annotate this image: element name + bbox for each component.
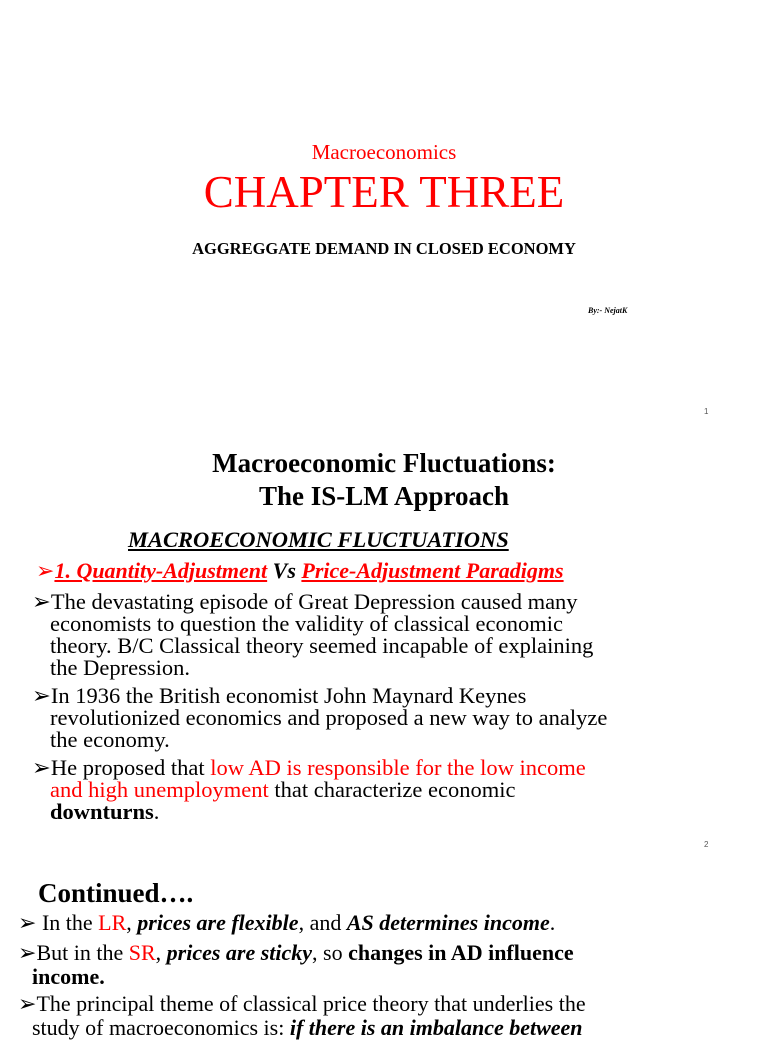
slide-title-line-2: The IS-LM Approach (258, 481, 510, 511)
subject-label: Macroeconomics (311, 140, 457, 164)
highlight-text: LR (98, 910, 127, 935)
bullet-text: the economy. (50, 727, 170, 752)
bullet-text: that characterize economic (268, 777, 516, 802)
bold-text: income. (32, 964, 105, 989)
arrow-bullet-icon: ➢ (32, 683, 51, 709)
emphasis-text: prices are sticky (166, 940, 313, 965)
paradigm-price: Price-Adjustment Paradigms (301, 558, 564, 583)
bullet-text: In the (36, 910, 99, 935)
bullet-text: , (126, 910, 138, 935)
bullet-low-ad (32, 757, 732, 823)
bullet-great-depression (32, 591, 732, 679)
paradigm-heading (36, 558, 564, 584)
bullet-keynes (32, 685, 732, 751)
bullet-classical-theme (18, 992, 758, 1039)
chapter-title: CHAPTER THREE (203, 167, 565, 217)
bullet-text: In 1936 the British economist John Maynard Keynes (50, 683, 527, 708)
highlight-text: SR (128, 940, 156, 965)
page-number: 1 (704, 407, 709, 416)
bullet-long-run (18, 911, 758, 935)
bullet-text: theory. B/C Classical theory seemed incapable of explaining (50, 633, 594, 658)
arrow-bullet-icon: ➢ (32, 755, 51, 781)
page-number: 2 (704, 840, 709, 849)
slide-title: Continued…. (38, 878, 194, 908)
highlight-text: and high unemployment (50, 777, 269, 802)
arrow-bullet-icon: ➢ (18, 911, 37, 936)
bullet-text: revolutionized economics and proposed a new way to analyze (50, 705, 608, 730)
bold-text: downturns (50, 799, 154, 824)
bullet-text: economists to question the validity of classical economic (50, 611, 564, 636)
highlight-text: low AD is responsible for the low income (210, 755, 586, 780)
bullet-text: study of macroeconomics is: (32, 1015, 290, 1040)
bullet-text: . (549, 910, 556, 935)
bullet-text: The devastating episode of Great Depression caused many (50, 589, 578, 614)
paradigm-vs: Vs (267, 558, 302, 583)
slide-1 (0, 0, 768, 424)
bullet-text: . (153, 799, 160, 824)
bullet-text: He proposed that (50, 755, 211, 780)
bullet-text: The principal theme of classical price theory that underlies the (36, 991, 586, 1016)
bullet-text: the Depression. (50, 655, 190, 680)
arrow-bullet-icon: ➢ (36, 559, 55, 584)
slide-3 (0, 848, 768, 1040)
bullet-text: , and (298, 910, 347, 935)
bullet-text: , (155, 940, 167, 965)
bullet-short-run (18, 941, 758, 988)
chapter-subtitle: AGGREGGATE DEMAND IN CLOSED ECONOMY (192, 239, 576, 258)
arrow-bullet-icon: ➢ (18, 992, 37, 1017)
emphasis-text: prices are flexible (137, 910, 299, 935)
bullet-text: , so (312, 940, 349, 965)
author-credit: By:- NejatK (588, 306, 628, 315)
bold-text: changes in AD influence (348, 940, 574, 965)
emphasis-text: if there is an imbalance between (289, 1015, 583, 1040)
slide-title-line-1: Macroeconomic Fluctuations: (212, 448, 556, 478)
section-heading: MACROECONOMIC FLUCTUATIONS (128, 527, 509, 552)
slide-2 (0, 424, 768, 848)
arrow-bullet-icon: ➢ (32, 589, 51, 615)
bullet-text: But in the (36, 940, 129, 965)
arrow-bullet-icon: ➢ (18, 941, 37, 966)
paradigm-quantity: 1. Quantity-Adjustment (54, 558, 268, 583)
emphasis-text: AS determines income (346, 910, 550, 935)
